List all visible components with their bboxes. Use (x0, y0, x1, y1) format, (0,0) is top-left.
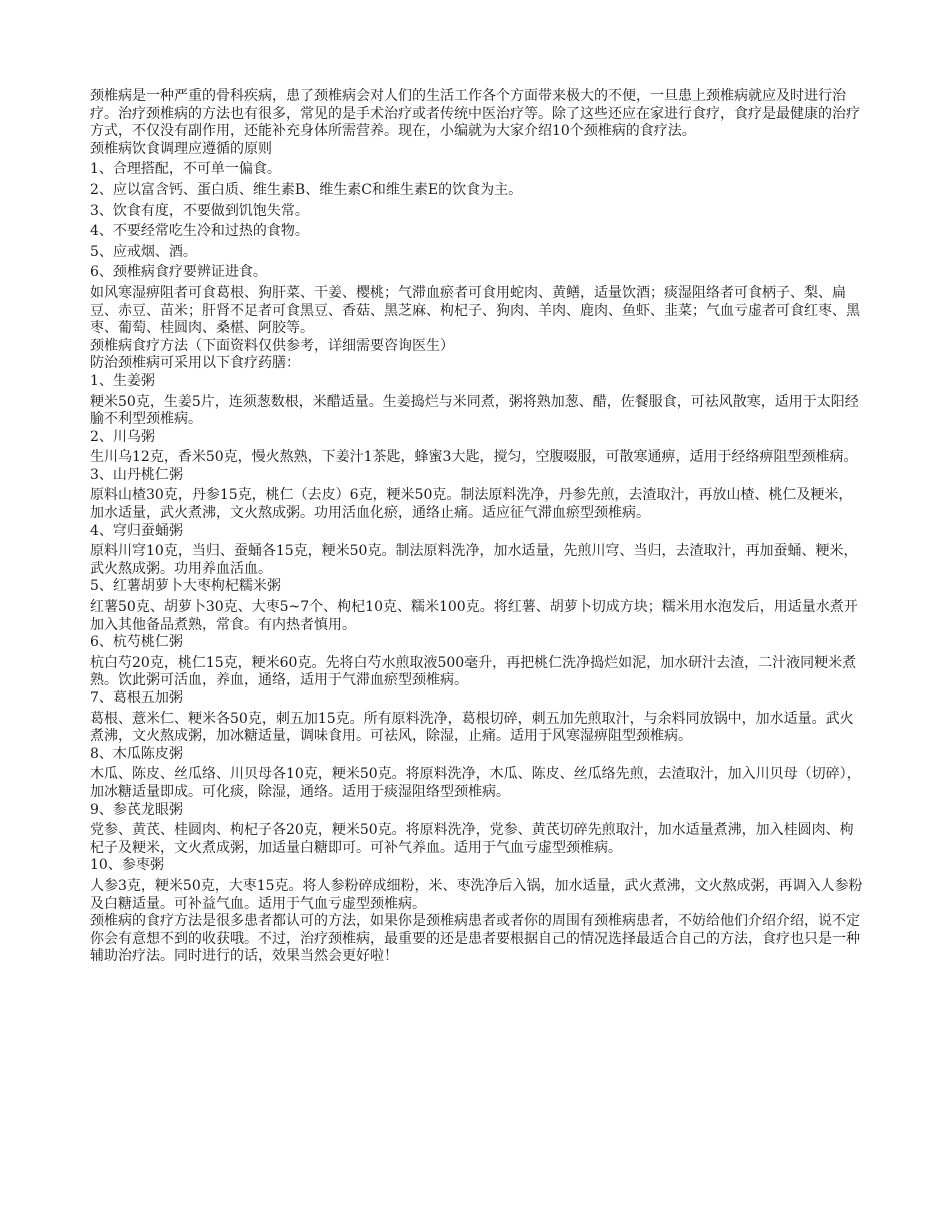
principle-item-4: 4、不要经常吃生冷和过热的食物。 (90, 223, 309, 240)
recipe-body: 葛根、薏米仁、粳米各50克，刺五加15克。所有原料洗净，葛根切碎，刺五加先煎取汁，与余料同放锅中，加水适量。武火煮沸，文火熬成粥，加冰糖适量，调味食用。可祛风，除湿，止痛。适用于风寒湿痹阻型颈椎病。 (90, 710, 854, 745)
principle-item-1: 1、合理搭配，不可单一偏食。 (90, 161, 281, 178)
recipe-body: 党参、黄芪、桂圆肉、枸杞子各20克，粳米50克。将原料洗净，党参、黄芪切碎先煎取汁，加水适量煮沸，加入桂圆肉、枸杞子及粳米，文火煮成粥，加适量白糖即可。可补气养血。适用于气血亏虚型颈椎病。 (90, 822, 854, 856)
principle-item-2: 2、应以富含钙、蛋白质、维生素B、维生素C和维生素E的饮食为主。 (90, 181, 523, 198)
conclusion-paragraph: 颈椎病的食疗方法是很多患者都认可的方法，如果你是颈椎病患者或者你的周围有颈椎病患者，不妨给他们介绍介绍，说不定你会有意想不到的收获哦。不过，治疗颈椎病，最重要的还是患者要根据自己的情况选择最适合自己的方法，食疗也只是一种辅助治疗法。同时进行的话，效果当然会更好啦！ (90, 913, 860, 965)
methods-intro: 防治颈椎病可采用以下食疗药膳： (90, 355, 300, 372)
recipe-body: 原料川穹10克，当归、蚕蛹各15克，粳米50克。制法原料洗净，加水适量，先煎川穹、当归，去渣取汁，再加蚕蛹、粳米，武火熬成粥。功用养血活血。 (90, 543, 858, 577)
recipe-title: 5、红薯胡萝卜大枣枸杞糯米粥 (90, 578, 281, 595)
recipe-body: 人参3克，粳米50克，大枣15克。将人参粉碎成细粉，米、枣洗净后入锅，加水适量，武火煮沸，文火熬成粥，再调入人参粉及白糖适量。可补益气血。适用于气血亏虚型颈椎病。 (90, 877, 863, 912)
recipe-title: 9、参芪龙眼粥 (90, 801, 183, 818)
recipe-title: 4、穹归蚕蛹粥 (90, 522, 183, 539)
recipe-title: 8、木瓜陈皮粥 (90, 745, 183, 762)
principle-item-3: 3、饮食有度，不要做到饥饱失常。 (90, 202, 309, 219)
recipe-body: 原料山楂30克，丹参15克，桃仁（去皮）6克，粳米50克。制法原料洗净，丹参先煎，去渣取汁，再放山楂、桃仁及粳米，加水适量，武火煮沸，文火熬成粥。功用活血化瘀，通络止痛。适应征气滞血瘀型颈椎病。 (90, 487, 853, 522)
recipe-title: 3、山丹桃仁粥 (90, 466, 183, 483)
methods-heading: 颈椎病食疗方法（下面资料仅供参考，详细需要咨询医生） (90, 337, 454, 354)
intro-paragraph: 颈椎病是一种严重的骨科疾病，患了颈椎病会对人们的生活工作各个方面带来极大的不便，一旦患上颈椎病就应及时进行治疗。治疗颈椎病的方法也有很多，常见的是手术治疗或者传统中医治疗等。除了这些还应在家进行食疗，食疗是最健康的治疗方式，不仅没有副作用，还能补充身体所需营养。现在，小编就为大家介绍10个颈椎病的食疗法。 (90, 88, 860, 140)
principles-heading: 颈椎病饮食调理应遵循的原则 (90, 140, 272, 157)
recipe-body: 杭白芍20克，桃仁15克，粳米60克。先将白芍水煎取液500毫升，再把桃仁洗净捣烂如泥，加水研汁去渣，二汁液同粳米煮熟。饮此粥可活血，养血，通络，适用于气滞血瘀型颈椎病。 (90, 654, 857, 689)
recipe-title: 10、参枣粥 (90, 857, 164, 874)
recipe-title: 2、川乌粥 (90, 428, 155, 445)
recipe-title: 6、杭芍桃仁粥 (90, 634, 183, 651)
recipe-body: 生川乌12克，香米50克，慢火熬熟，下姜汁1茶匙，蜂蜜3大匙，搅匀，空腹啜服，可散寒通痹，适用于经络痹阻型颈椎病。 (90, 449, 858, 466)
recipe-body: 红薯50克、胡萝卜30克、大枣5~7个、枸杞10克、糯米100克。将红薯、胡萝卜切成方块；糯米用水泡发后，用适量水煮开加入其他备品煮熟，常食。有内热者慎用。 (90, 599, 858, 633)
recipe-title: 1、生姜粥 (90, 372, 155, 389)
article (90, 88, 865, 966)
recipe-title: 7、葛根五加粥 (90, 690, 183, 706)
recipe-body: 木瓜、陈皮、丝瓜络、川贝母各10克，粳米50克。将原料洗净，木瓜、陈皮、丝瓜络先煎，去渣取汁，加入川贝母（切碎），加冰糖适量即成。可化痰，除湿，通络。适用于痰湿阻络型颈椎病。 (90, 766, 861, 800)
recipe-body: 粳米50克，生姜5片，连须葱数根，米醋适量。生姜捣烂与米同煮，粥将熟加葱、醋，佐餐服食，可祛风散寒，适用于太阳经腧不利型颈椎病。 (90, 393, 859, 428)
principle-item-6: 6、颈椎病食疗要辨证进食。 (90, 264, 267, 281)
principle-item-5: 5、应戒烟、酒。 (90, 243, 197, 260)
syndrome-paragraph: 如风寒湿痹阻者可食葛根、狗肝菜、干姜、樱桃；气滞血瘀者可食用蛇肉、黄鳝，适量饮酒；痰湿阻络者可食柄子、梨、扁豆、赤豆、苗米；肝肾不足者可食黑豆、香菇、黑芝麻、枸杞子、狗肉、羊肉、鹿肉、鱼虾、韭菜；气血亏虚者可食红枣、黑枣、葡萄、桂圆肉、桑椹、阿胶等。 (90, 284, 860, 337)
